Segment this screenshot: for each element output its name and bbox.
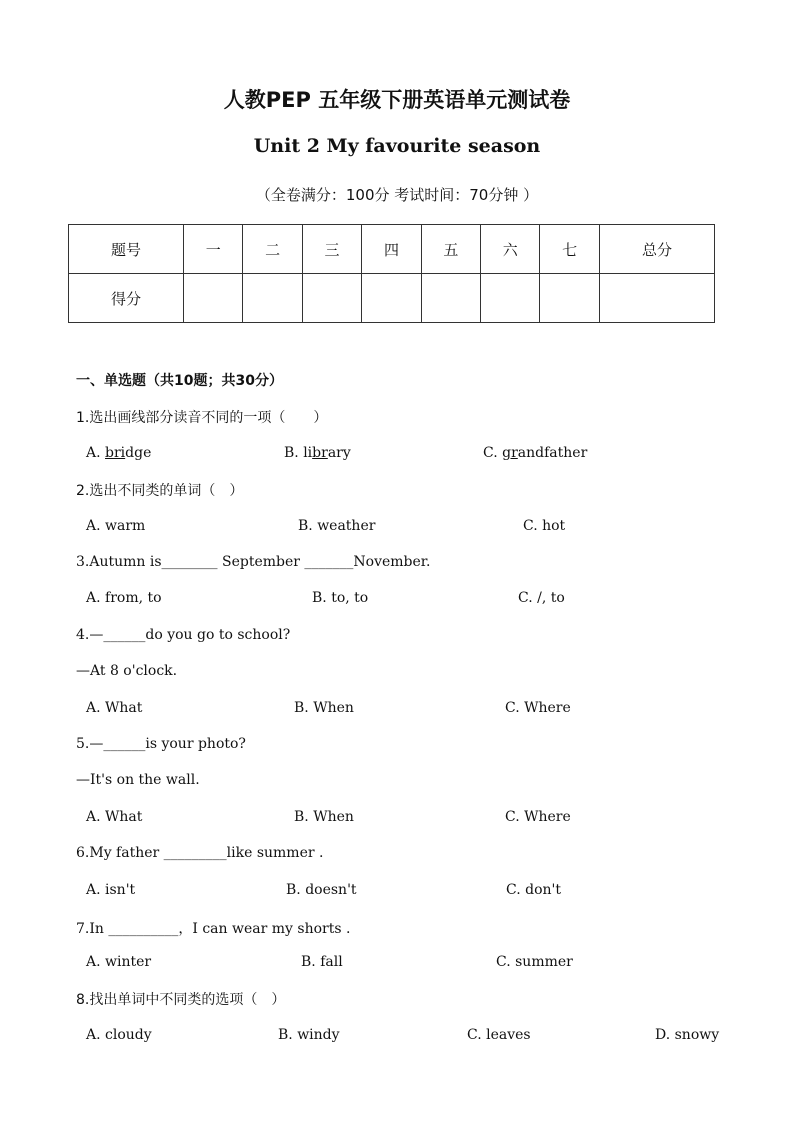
option-underlined: ri bbox=[113, 445, 126, 461]
option-c: C. summer bbox=[496, 954, 573, 970]
score-cell[interactable] bbox=[243, 274, 302, 323]
score-cell[interactable] bbox=[481, 274, 540, 323]
unit-subtitle: Unit 2 My favourite season bbox=[253, 135, 541, 157]
option-a: A. isn't bbox=[86, 882, 136, 898]
option-a: A. winter bbox=[86, 954, 152, 970]
option-text-part: b bbox=[105, 445, 114, 461]
score-cell[interactable] bbox=[421, 274, 480, 323]
option-prefix: C. bbox=[483, 445, 503, 461]
option-b: B. windy bbox=[278, 1027, 340, 1043]
option-b: B. to, to bbox=[312, 590, 369, 606]
question-stem: 8.找出单词中不同类的选项（ ） bbox=[76, 992, 286, 1008]
option-a bbox=[86, 445, 151, 461]
option-a: A. What bbox=[86, 809, 143, 825]
option-b: B. doesn't bbox=[286, 882, 357, 898]
score-table-header-cell: 二 bbox=[243, 225, 302, 274]
question-stem: 2.选出不同类的单词（ ） bbox=[76, 483, 244, 499]
score-table-header-cell: 四 bbox=[362, 225, 421, 274]
option-underlined: gr bbox=[502, 445, 518, 461]
page-title: 人教PEP 五年级下册英语单元测试卷 bbox=[223, 88, 571, 112]
question-stem: 5.—______is your photo? bbox=[76, 736, 246, 752]
option-b: B. When bbox=[294, 809, 354, 825]
score-cell[interactable] bbox=[184, 274, 243, 323]
option-d: D. snowy bbox=[655, 1027, 720, 1043]
question-stem: 1.选出画线部分读音不同的一项（ ） bbox=[76, 410, 328, 426]
score-cell[interactable] bbox=[302, 274, 361, 323]
option-a: A. cloudy bbox=[86, 1027, 152, 1043]
option-c: C. /, to bbox=[518, 590, 565, 606]
score-table-score-row bbox=[69, 274, 715, 323]
option-b bbox=[284, 445, 351, 461]
score-row-label: 得分 bbox=[69, 274, 184, 323]
score-cell[interactable] bbox=[599, 274, 714, 323]
option-c bbox=[483, 445, 587, 461]
option-c: C. Where bbox=[505, 700, 571, 716]
option-prefix: A. bbox=[86, 445, 106, 461]
score-table-header-cell: 六 bbox=[481, 225, 540, 274]
option-c: C. hot bbox=[523, 518, 566, 534]
option-b: B. When bbox=[294, 700, 354, 716]
score-table-header-cell: 五 bbox=[421, 225, 480, 274]
option-prefix: B. li bbox=[284, 445, 313, 461]
option-c: C. Where bbox=[505, 809, 571, 825]
option-underlined: br bbox=[312, 445, 328, 461]
option-text-part: ary bbox=[327, 445, 351, 461]
section-heading: 一、单选题（共10题；共30分） bbox=[76, 373, 283, 389]
option-a: A. What bbox=[86, 700, 143, 716]
question-stem: 3.Autumn is________ September _______November. bbox=[76, 554, 431, 570]
score-table bbox=[68, 224, 715, 323]
question-stem: 4.—______do you go to school? bbox=[76, 627, 291, 643]
score-table-header-cell: 题号 bbox=[69, 225, 184, 274]
option-c: C. leaves bbox=[467, 1027, 531, 1043]
option-b: B. fall bbox=[301, 954, 343, 970]
score-table-header-cell: 三 bbox=[302, 225, 361, 274]
score-cell[interactable] bbox=[362, 274, 421, 323]
option-text-part: dge bbox=[125, 445, 152, 461]
score-cell[interactable] bbox=[540, 274, 599, 323]
score-table-header-cell: 一 bbox=[184, 225, 243, 274]
option-a: A. warm bbox=[86, 518, 146, 534]
exam-meta: （全卷满分：100分 考试时间：70分钟 ） bbox=[255, 186, 539, 204]
option-a: A. from, to bbox=[86, 590, 162, 606]
question-stem: 6.My father _________like summer . bbox=[76, 845, 324, 861]
option-c: C. don't bbox=[506, 882, 561, 898]
score-table-header-cell: 总分 bbox=[599, 225, 714, 274]
score-table-header-row bbox=[69, 225, 715, 274]
question-reply: —It's on the wall. bbox=[76, 772, 200, 788]
option-text-part: andfather bbox=[517, 445, 588, 461]
option-b: B. weather bbox=[298, 518, 376, 534]
question-stem: 7.In __________，I can wear my shorts . bbox=[76, 921, 351, 937]
question-reply: —At 8 o'clock. bbox=[76, 663, 178, 679]
score-table-header-cell: 七 bbox=[540, 225, 599, 274]
